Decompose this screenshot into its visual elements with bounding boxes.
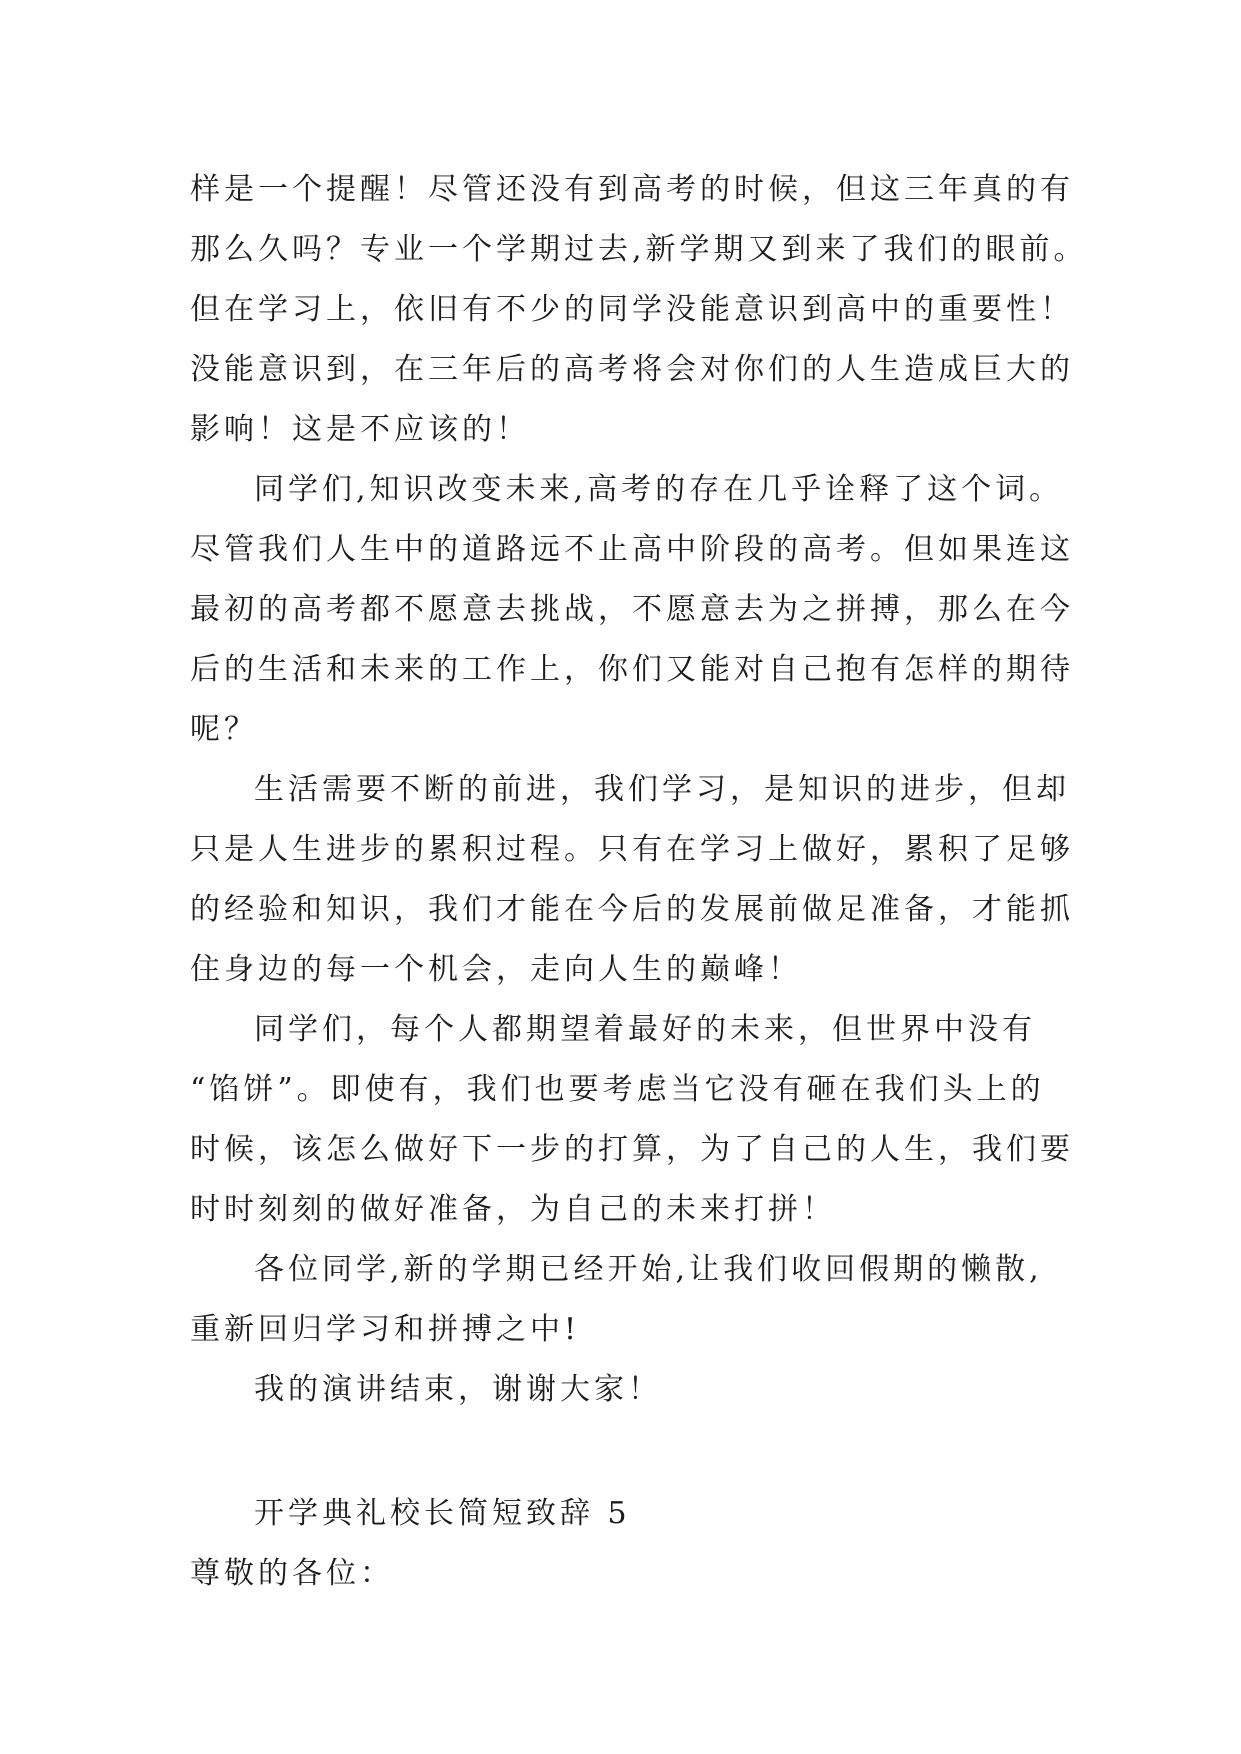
paragraph-line: 后的生活和未来的工作上，你们又能对自己抱有怎样的期待 bbox=[190, 652, 1074, 687]
paragraph-line: 住身边的每一个机会，走向人生的巅峰！ bbox=[190, 952, 802, 987]
paragraph-line: 尽管我们人生中的道路远不止高中阶段的高考。但如果连这 bbox=[190, 532, 1074, 567]
paragraph-line: 影响！这是不应该的！ bbox=[190, 412, 530, 447]
paragraph-line: 同学们,知识改变未来,高考的存在几乎诠释了这个词。 bbox=[254, 472, 1064, 507]
paragraph-line: 样是一个提醒！尽管还没有到高考的时候，但这三年真的有 bbox=[190, 172, 1074, 207]
paragraph-line: 没能意识到，在三年后的高考将会对你们的人生造成巨大的 bbox=[190, 352, 1074, 387]
section-title: 开学典礼校长简短致辞 5 bbox=[254, 1496, 631, 1531]
document-body bbox=[190, 160, 1090, 1604]
paragraph-line: 同学们，每个人都期望着最好的未来，但世界中没有 bbox=[254, 1012, 1036, 1047]
paragraph-line: 最初的高考都不愿意去挑战，不愿意去为之拼搏，那么在今 bbox=[190, 592, 1074, 627]
paragraph-line: 呢？ bbox=[190, 712, 258, 747]
closing-line: 我的演讲结束，谢谢大家！ bbox=[254, 1372, 662, 1407]
paragraph-line: 各位同学,新的学期已经开始,让我们收回假期的懒散, bbox=[254, 1252, 1043, 1287]
section-spacer bbox=[190, 1420, 1090, 1484]
paragraph-line: 的经验和知识，我们才能在今后的发展前做足准备，才能抓 bbox=[190, 892, 1074, 927]
paragraph-line: 时时刻刻的做好准备，为自己的未来打拼！ bbox=[190, 1192, 836, 1227]
paragraph-line: 那么久吗？专业一个学期过去,新学期又到来了我们的眼前。 bbox=[190, 232, 1088, 267]
paragraph-line: 时候，该怎么做好下一步的打算，为了自己的人生，我们要 bbox=[190, 1132, 1074, 1167]
paragraph-line: 重新回归学习和拼搏之中! bbox=[190, 1312, 581, 1347]
paragraph-line: 但在学习上，依旧有不少的同学没能意识到高中的重要性！ bbox=[190, 292, 1074, 327]
paragraph-line: 生活需要不断的前进，我们学习，是知识的进步，但却 bbox=[254, 772, 1070, 807]
salutation: 尊敬的各位： bbox=[190, 1556, 394, 1591]
paragraph-line: “馅饼”。即使有，我们也要考虑当它没有砸在我们头上的 bbox=[190, 1072, 1045, 1107]
paragraph-line: 只是人生进步的累积过程。只有在学习上做好，累积了足够 bbox=[190, 832, 1074, 867]
